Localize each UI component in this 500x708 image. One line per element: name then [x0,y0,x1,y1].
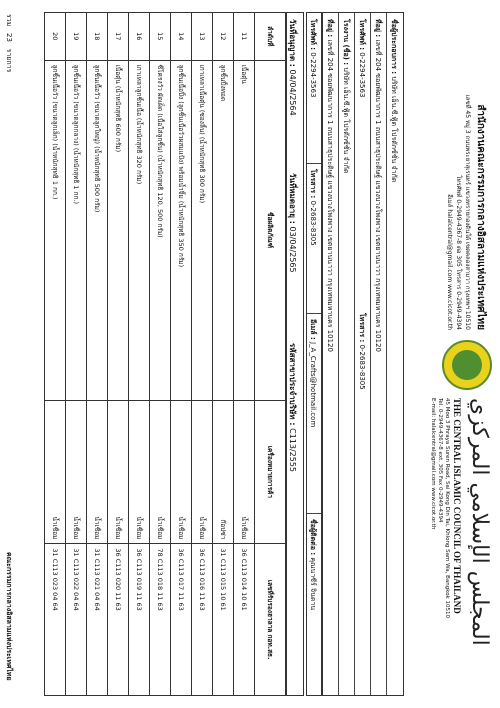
operator-row: ชื่อผู้ประกอบการ : บริษัท เอ็น.ซี.ฟู้ด โปรดักซ์ชั่น จำกัด [390,19,398,183]
cell-brand: น้ำเชื่อม [108,400,129,544]
cell-no: 14 [171,13,192,61]
factory-fax: โทรสาร : 0-2683-8305 [309,169,317,246]
cell-product: ลูกชิ้นเนื้อวัว (ขนาดลูกเล็ก) (น้ำหนักสุทธิ 1 กก.) [45,60,66,400]
cell-no: 15 [150,13,171,61]
cell-cert: 31 C113 015 10 61 [213,544,234,696]
cell-brand: น้ำเชื่อม [234,400,255,544]
table-row [66,13,87,696]
committee-signature-line: คณะกรรมการกลางอิสลามแห่งประเทศไทย [5,552,13,681]
table-row [129,13,150,696]
expiry-date: วันที่หมดอายุ : 03/04/2565 [288,173,297,273]
cell-no: 19 [66,13,87,61]
cell-cert: 36 C113 020 11 63 [108,544,129,696]
cell-cert: 31 C113 021 04 64 [87,544,108,696]
phone-row: โทรศัพท์ : 0-2294-3563 [358,19,366,98]
cell-brand: น้ำเชื่อม [129,400,150,544]
cell-brand: น้ำเชื่อม [171,400,192,544]
cell-product: ซี่โครงวัว ผัดเผ็ด (เนื้อใส่ลูกชิ้น) (น้ำหนักสุทธิ 120, 500 กรัม) [150,60,171,400]
table-row [171,13,192,696]
approval-date: วันที่อนุญาต : 04/04/2564 [288,19,297,116]
table-row [150,13,171,696]
cell-no: 13 [192,13,213,61]
cell-brand: น้ำเชื่อม [150,400,171,544]
contact-row-box [306,12,322,696]
cell-no: 11 [234,13,255,61]
cell-no: 12 [213,13,234,61]
table-row [45,13,66,696]
cell-cert: 31 C113 023 04 64 [45,544,66,696]
cell-product: เนื้อตุ๋น (น้ำหนักสุทธิ 600 กรัม) [108,60,129,400]
email: อีเมล์ : J_A_Crafts@hotmail.com [309,319,317,428]
org-name-english: THE CENTRAL ISLAMIC COUNCIL OF THAILAND [452,398,462,614]
cell-cert: 36 C113 017 11 63 [171,544,192,696]
factory-address-row: ที่อยู่ : เลขที่ 204 ซอยพัฒนาการ 1 ถนนสาธุประดิษฐ์ แขวงบางโพงพาง เขตยานนาวา กรุงเทพมหานคร 10120 [326,19,334,352]
cell-cert: 78 C113 018 11 63 [150,544,171,696]
cell-product: ลูกชิ้นปิ้งทอด [213,60,234,400]
address-row: ที่อยู่ : เลขที่ 204 ซอยพัฒนาการ 1 ถนนสาธุประดิษฐ์ แขวงบางโพงพาง เขตยานนาวา กรุงเทพมหานคร 10120 [374,19,382,352]
cell-product: เนื้อตุ๋น [234,60,255,400]
cell-product: ลูกชิ้นเนื้อวัว (ขนาดลูกใหญ่) (น้ำหนักสุทธิ 500 กรัม) [87,60,108,400]
letterhead [408,0,500,708]
table-row [192,13,213,696]
cell-no: 18 [87,13,108,61]
cell-brand: น้ำเชื่อม [87,400,108,544]
cell-product: เกาเหลาเนื้อตุ๋น (ซองลิ้น) (น้ำหนักสุทธิ 300 กรัม) [192,60,213,400]
col-header-brand: เครื่องหมายการค้า [255,400,286,544]
factory-row: โรงงาน (ชื่อ) : บริษัท เอ็น.ซี.ฟู้ด โปรดักซ์ชั่น จำกัด [342,19,350,174]
org-name-arabic: المجلس الإسلامي المركزي [467,398,492,646]
factory-phone: โทรศัพท์ : 0-2294-3563 [309,19,317,98]
applicant-info-box [322,12,404,696]
council-seal-icon [442,340,492,390]
table-row [108,13,129,696]
fax-row: โทรสาร : 0-2683-8305 [358,313,366,390]
cell-cert: 36 C113 016 11 63 [192,544,213,696]
dates-box [286,12,304,696]
cell-no: 16 [129,13,150,61]
cell-cert: 36 C113 014 10 61 [234,544,255,696]
col-header-no: ลำดับที่ [255,13,286,61]
col-header-product: ชื่อผลิตภัณฑ์ [255,60,286,400]
company-code: รหัสสาขาประจำบริษัท : C113/2555 [288,343,297,473]
cell-no: 17 [108,13,129,61]
cell-brand: น้ำเชื่อม [66,400,87,544]
contact-person: ชื่อผู้ติดต่อ : คุณนาซีร์ จินดาน [309,519,317,611]
org-address-english: 45 Moo 3 Phraya Suren Road, Sai Kong Din Tai, Khlong Sam Wa, Bangkok 10510 Tel. 0-2949-4367-8 ext. 305 Fax 0-2949-4394 E-mail: halalcentral@gmail.com www.cicot.or.th [430,398,450,618]
products-table [44,12,286,696]
cell-product: ลูกชิ้นเนื้อปิ้ง (ลูกชิ้นเนื้อวัวผสมแป้ง) พร้อมน้ำจิ้ม (น้ำหนักสุทธิ 350 กรัม) [171,60,192,400]
table-header-row [255,13,286,696]
cell-product: เกาเหลาลูกชิ้นเนื้อ (น้ำหนักสุทธิ 320 กรัม) [129,60,150,400]
cell-brand: น้ำเชื่อม [192,400,213,544]
table-row [234,13,255,696]
cell-brand: ก๊อปซ่า [213,400,234,544]
cell-brand: น้ำเชื่อม [45,400,66,544]
table-row [213,13,234,696]
org-address-thai: เลขที่ 45 หมู่ 3 ถนนพระยาสุเรนทร์ แขวงทรายกองดินใต้ เขตคลองสามวา กรุงเทพฯ 10510 โทรศัพท์ 0-2949-4367-8 ต่อ 305 โทรสาร 0-2949-4394 อีเมล์ halalcentral@gmail.com www.cicot.or.th [446,94,471,330]
total-count: รวม 23 รายการ [5,14,13,73]
cell-product: ลูกชิ้นเนื้อวัว (ขนาดลูกกลาง) (น้ำหนักสุทธิ 1 กก.) [66,60,87,400]
cell-cert: 36 C113 019 11 63 [129,544,150,696]
cell-no: 20 [45,13,66,61]
col-header-cert: เลขที่รับรองฮาลาล กอท.สธ. [255,544,286,696]
org-name-thai: สำนักงานคณะกรรมการกลางอิสลามแห่งประเทศไทย [475,104,486,330]
table-row [87,13,108,696]
cell-cert: 31 C113 022 04 64 [66,544,87,696]
